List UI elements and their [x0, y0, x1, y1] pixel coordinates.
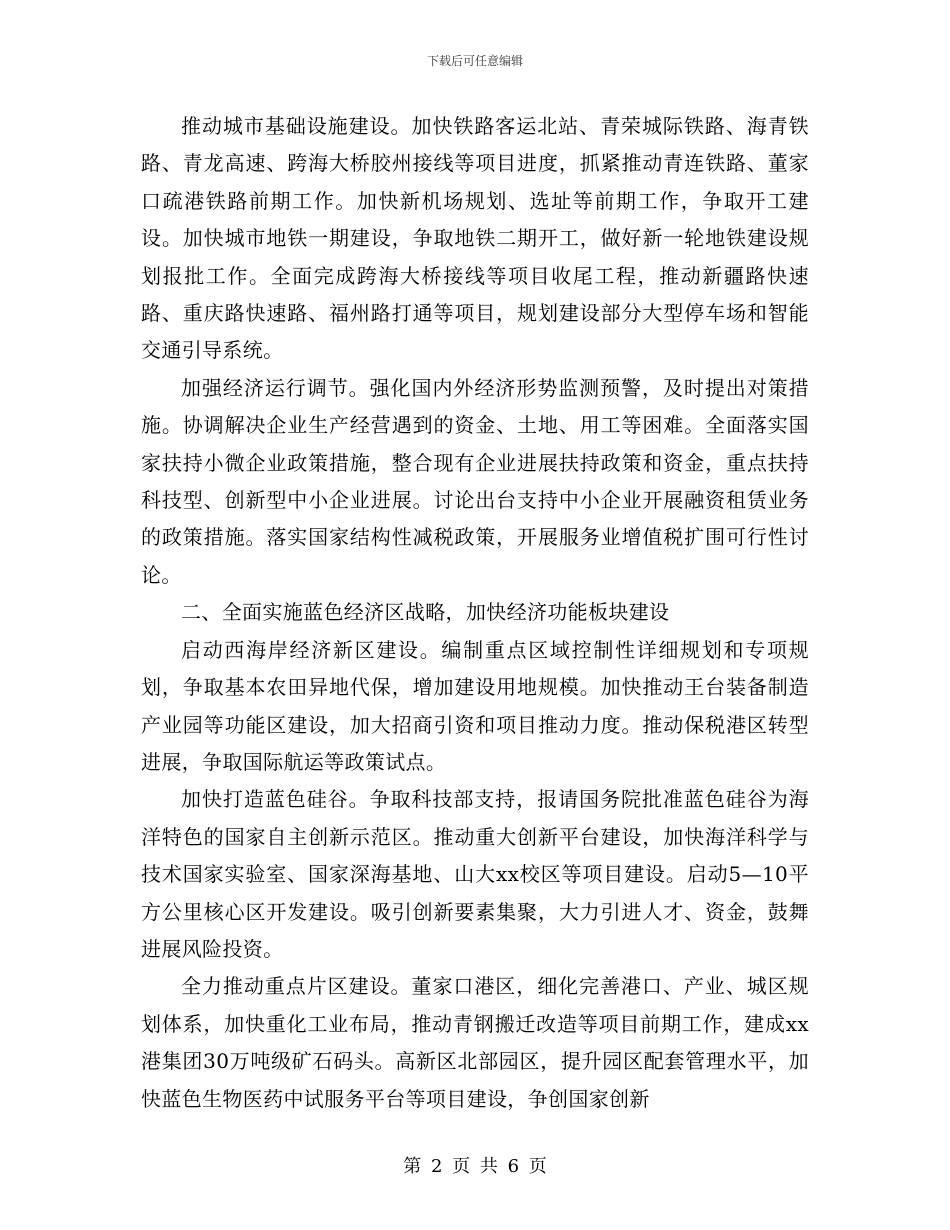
paragraph-blue-silicon-valley: 加快打造蓝色硅谷。争取科技部支持，报请国务院批准蓝色硅谷为海洋特色的国家自主创新示范区。推动重大创新平台建设，加快海洋科学与技术国家实验室、国家深海基地、山大xx校区等项目建设。启动5—10平方公里核心区开发建设。吸引创新要素集聚，大力引进人才、资金，鼓舞进展风险投资。: [141, 787, 809, 961]
paragraph-economic-regulation: 加强经济运行调节。强化国内外经济形势监测预警，及时提出对策措施。协调解决企业生产经营遇到的资金、土地、用工等困难。全面落实国家扶持小微企业政策措施，整合现有企业进展扶持政策和资金，重点扶持科技型、创新型中小企业进展。讨论出台支持中小企业开展融资租赁业务的政策措施。落实国家结构性减税政策，开展服务业增值税扩围可行性讨论。: [141, 375, 809, 587]
page-header: 下载后可任意编辑: [426, 54, 523, 68]
page-footer: 第 2 页 共 6 页: [403, 1156, 547, 1177]
paragraph-west-coast-new-area: 启动西海岸经济新区建设。编制重点区域控制性详细规划和专项规划，争取基本农田异地代保，增加建设用地规模。加快推动王台装备制造产业园等功能区建设，加大招商引资和项目推动力度。推动保税港区转型进展，争取国际航运等政策试点。: [141, 637, 809, 774]
document-body: [141, 108, 809, 1118]
section-heading-blue-economy: 二、全面实施蓝色经济区战略，加快经济功能板块建设: [181, 600, 670, 625]
paragraph-infrastructure: 推动城市基础设施建设。加快铁路客运北站、青荣城际铁路、海青铁路、青龙高速、跨海大桥胶州接线等项目进度，抓紧推动青连铁路、董家口疏港铁路前期工作。加快新机场规划、选址等前期工作，争取开工建设。加快城市地铁一期建设，争取地铁二期开工，做好新一轮地铁建设规划报批工作。全面完成跨海大桥接线等项目收尾工程，推动新疆路快速路、重庆路快速路、福州路打通等项目，规划建设部分大型停车场和智能交通引导系统。: [141, 114, 809, 363]
paragraph-key-districts: 全力推动重点片区建设。董家口港区，细化完善港口、产业、城区规划体系，加快重化工业布局，推动青钢搬迁改造等项目前期工作，建成xx港集团30万吨级矿石码头。高新区北部园区，提升园区配套管理水平，加快蓝色生物医药中试服务平台等项目建设，争创国家创新: [141, 974, 809, 1111]
